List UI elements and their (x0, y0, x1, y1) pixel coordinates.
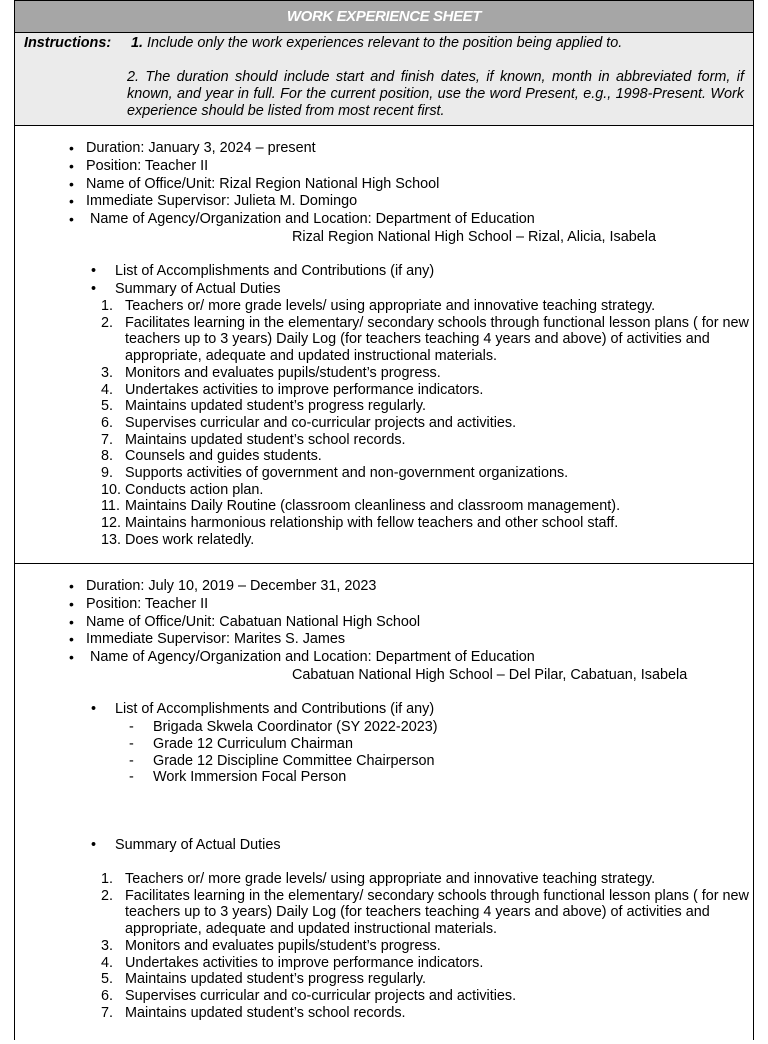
duty-item: 4. Undertakes activities to improve performance indicators. (101, 954, 484, 971)
duty-item: 6. Supervises curricular and co-curricular projects and activities. (101, 987, 517, 1004)
entry-2-accomplishments-bullet (91, 701, 434, 719)
entry-2-accomplishments-label: • List of Accomplishments and Contributions (if any) (91, 701, 434, 719)
entry-2-location: Cabatuan National High School – Del Pilar, Cabatuan, Isabela (292, 667, 688, 683)
instructions-label: Instructions: (24, 35, 112, 51)
entry-2-office: • Name of Office/Unit: Cabatuan National High School (69, 614, 535, 632)
duty-item: 7. Maintains updated student’s school records. (101, 1004, 406, 1021)
instruction-1-number: 1. (131, 35, 144, 51)
duty-item: 3. Monitors and evaluates pupils/student’s progress. (101, 364, 441, 381)
duty-item: 6. Supervises curricular and co-curricular projects and activities. (101, 414, 517, 431)
entry-1-agency: • Name of Agency/Organization and Location: Department of Education (69, 211, 535, 229)
accomplishment-item: - Brigada Skwela Coordinator (SY 2022-2023) (129, 719, 438, 736)
entry-2-info-list (69, 578, 535, 667)
duty-item: 8. Counsels and guides students. (101, 448, 322, 465)
accomplishment-item: - Work Immersion Focal Person (129, 769, 438, 786)
instruction-1-text: Include only the work experiences relevant to the position being applied to. (147, 35, 623, 51)
entry-2-duties-list (101, 871, 751, 1021)
sheet-title: WORK EXPERIENCE SHEET (286, 8, 482, 25)
duty-item: 11. Maintains Daily Routine (classroom cleanliness and classroom management). (101, 498, 621, 515)
work-entry-1 (15, 126, 753, 564)
duty-item: 10. Conducts action plan. (101, 481, 264, 498)
sheet-title-bar (15, 0, 753, 33)
duty-item: 7. Maintains updated student’s school records. (101, 431, 406, 448)
entry-1-location: Rizal Region National High School – Rizal, Alicia, Isabela (292, 229, 656, 245)
duty-item: 5. Maintains updated student’s progress regularly. (101, 398, 427, 415)
instruction-2: 2. The duration should include start and finish dates, if known, month in abbreviated form, if known, and year in full. For the current position, use the word Present, e.g., 1998-Present. Work experience should be listed from most recent first. (127, 69, 744, 119)
work-experience-sheet (14, 0, 754, 1040)
entry-1-office: • Name of Office/Unit: Rizal Region National High School (69, 176, 535, 194)
instruction-1 (131, 35, 622, 52)
entry-2-duties-label: • Summary of Actual Duties (91, 837, 281, 855)
entry-2-agency: • Name of Agency/Organization and Location: Department of Education (69, 649, 535, 667)
duty-item: 9. Supports activities of government and non-government organizations. (101, 465, 569, 482)
entry-2-duties-bullet (91, 837, 281, 855)
accomplishment-item: - Grade 12 Curriculum Chairman (129, 736, 438, 753)
duty-item: 4. Undertakes activities to improve performance indicators. (101, 381, 484, 398)
duty-item: 2. Facilitates learning in the elementary/ secondary schools through functional lesson plans ( for new teachers up to 3 years) Daily Log (for teachers teaching 4 years and above) of activities and appropriate, adequate and updated instructional materials. (101, 314, 749, 365)
duty-item: 3. Monitors and evaluates pupils/student’s progress. (101, 937, 441, 954)
entry-1-sub-bullets (91, 263, 434, 299)
entry-2-accomplishments-list (129, 719, 438, 786)
entry-2-position: • Position: Teacher II (69, 596, 535, 614)
duty-item: 1. Teachers or/ more grade levels/ using appropriate and innovative teaching strategy. (101, 871, 656, 887)
work-entry-2 (15, 564, 753, 1044)
duty-item: 1. Teachers or/ more grade levels/ using appropriate and innovative teaching strategy. (101, 298, 656, 314)
entry-1-duties-list (101, 298, 751, 549)
instructions-box (15, 33, 753, 126)
duty-item: 5. Maintains updated student’s progress regularly. (101, 971, 427, 988)
entry-2-duration: • Duration: July 10, 2019 – December 31, 2023 (69, 578, 535, 596)
entry-1-accomplishments-label: • List of Accomplishments and Contributions (if any) (91, 263, 434, 281)
entry-1-supervisor: • Immediate Supervisor: Julieta M. Domingo (69, 193, 535, 211)
duty-item: 12. Maintains harmonious relationship with fellow teachers and other school staff. (101, 515, 619, 532)
duty-item: 2. Facilitates learning in the elementary/ secondary schools through functional lesson plans ( for new teachers up to 3 years) Daily Log (for teachers teaching 4 years and above) of activities and appropriate, adequate and updated instructional materials. (101, 887, 749, 938)
entry-1-position: • Position: Teacher II (69, 158, 535, 176)
entry-1-duties-label: • Summary of Actual Duties (91, 281, 434, 299)
entry-1-duration: • Duration: January 3, 2024 – present (69, 140, 535, 158)
entry-2-supervisor: • Immediate Supervisor: Marites S. James (69, 631, 535, 649)
accomplishment-item: - Grade 12 Discipline Committee Chairperson (129, 753, 438, 770)
entry-1-info-list (69, 140, 535, 229)
duty-item: 13. Does work relatedly. (101, 531, 255, 548)
